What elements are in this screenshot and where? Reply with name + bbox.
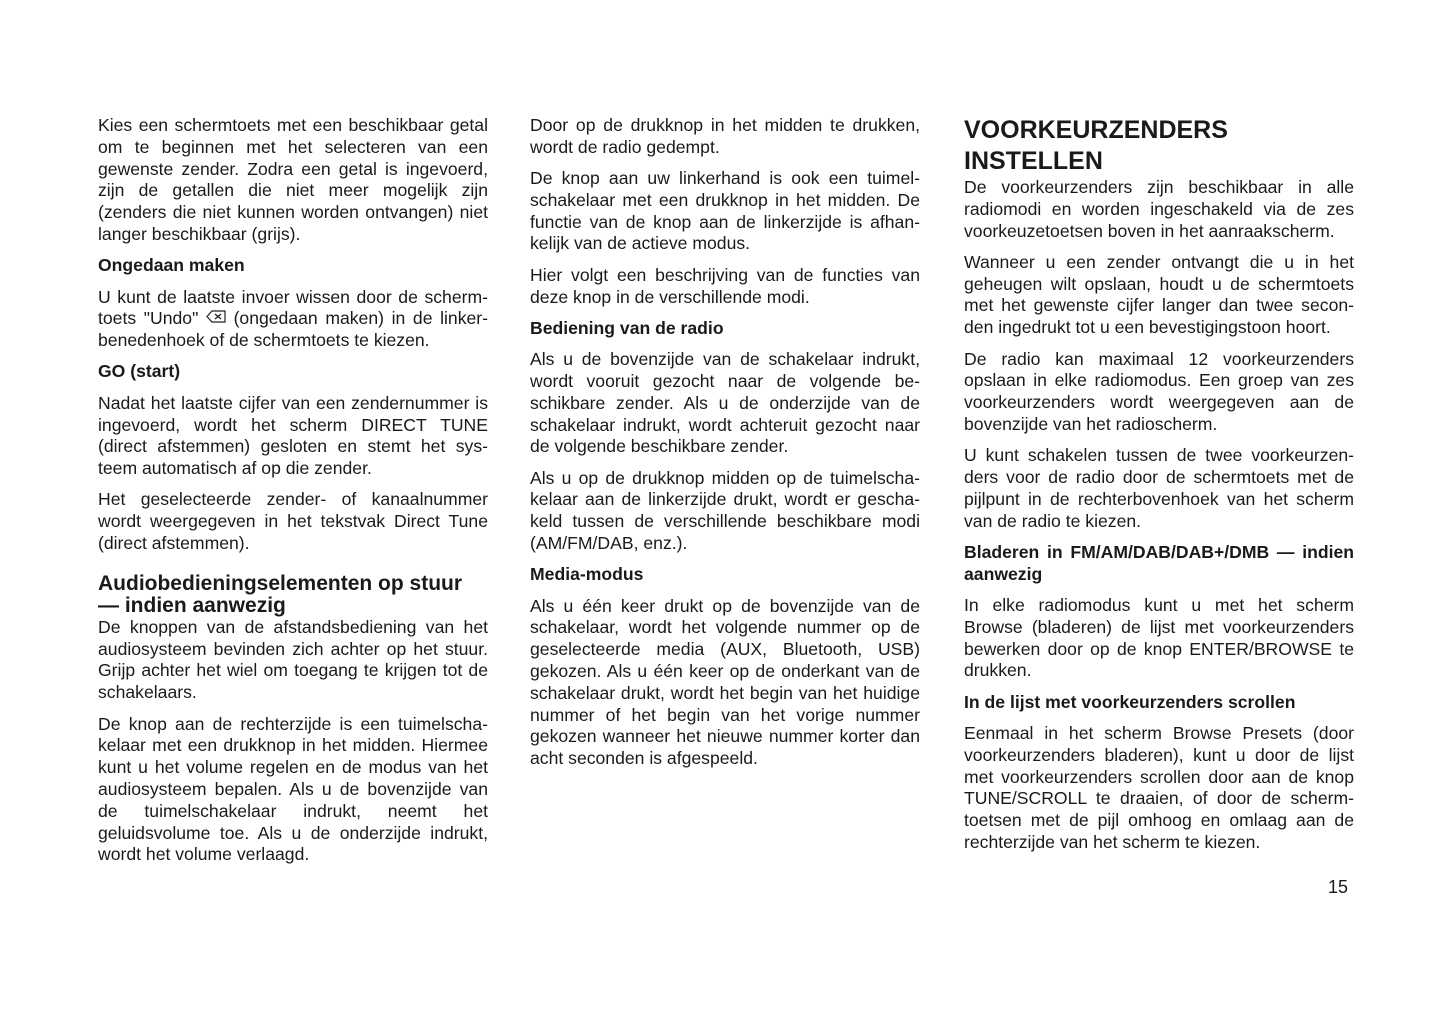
paragraph: De knoppen van de afstandsbediening van het audiosysteem bevinden zich achter op het stuur. Grijp achter het wiel om toegang te krijgen tot de schakelaars. [98,616,488,703]
paragraph: Door op de drukknop in het midden te drukken, wordt de radio gedempt. [530,115,920,157]
paragraph: Hier volgt een beschrijving van de functies van deze knop in de verschillende modi. [530,264,920,307]
paragraph: De knop aan de rechterzijde is een tuimelschakelaar met een drukknop in het midden. Hiermee kunt u het volume regelen en de modus van het audiosysteem bepalen. Als u de bovenzijde van de tuimelschakelaar indrukt, neemt het geluidsvolume toe. Als u de onderzijde indrukt, wordt het volume verlaagd. [98,713,488,865]
paragraph: Wanneer u een zender ontvangt die u in het geheugen wilt opslaan, houdt u de schermtoets met het gewenste cijfer langer dan twee seconden ingedrukt tot u een bevestigingstoon hoort. [964,251,1354,338]
column-1 [98,115,488,876]
paragraph: U kunt schakelen tussen de twee voorkeurzenders voor de radio door de schermtoets met de pijlpunt in de rechterbovenhoek van het scherm van de radio te kiezen. [964,445,1354,531]
text: U kunt de laatste invoer wissen door de schermtoets "Undo" [98,286,488,329]
paragraph: Eenmaal in het scherm Browse Presets (door voorkeurzenders bladeren), kunt u door de lijst met voorkeurzenders scrollen door aan de knop TUNE/SCROLL te draaien, of door de schermtoetsen met de pijl omhoog en omlaag aan de rechterzijde van het scherm te kiezen. [964,723,1354,853]
paragraph: Het geselecteerde zender- of kanaalnummer wordt weergegeven in het tekstvak Direct Tune (direct afstemmen). [98,489,488,554]
text: (ongedaan maken) in de linkerbenedenhoek of de schermtoets te kiezen. [98,308,488,351]
section-title: VOORKEURZENDERS INSTELLEN [964,116,1228,175]
section-heading: Audiobedieningselementen op stuur — indien aanwezig [98,571,463,617]
paragraph: Kies een schermtoets met een beschikbaar getal om te beginnen met het selecteren van een gewenste zender. Zodra een getal is ingevoerd, zijn de getallen die niet meer mogelijk zijn (zenders die niet kunnen worden ontvangen) niet langer beschikbaar (grijs). [98,115,488,244]
column-3 [964,115,1354,863]
paragraph: De voorkeurzenders zijn beschikbaar in alle radiomodi en worden ingeschakeld via de zes voorkeuzetoetsen boven in het aanraakscherm. [964,177,1354,241]
paragraph: Als u de bovenzijde van de schakelaar indrukt, wordt vooruit gezocht naar de volgende beschikbare zender. Als u de onderzijde van de schakelaar indrukt, wordt achteruit gezocht naar de volgende beschikbare zender. [530,349,920,457]
subheading-go: GO (start) [98,361,181,382]
paragraph: De radio kan maximaal 12 voorkeurzenders opslaan in elke radiomodus. Een groep van zes voorkeurzenders wordt weergegeven aan de bovenzijde van het radioscherm. [964,348,1354,434]
backspace-icon [206,310,226,323]
subheading-undo: Ongedaan maken [98,255,245,276]
paragraph: Als u één keer drukt op de bovenzijde van de schakelaar, wordt het volgende nummer op de geselecteerde media (AUX, Bluetooth, USB) gekozen. Als u één keer op de onderkant van de schakelaar drukt, wordt het begin van het huidige nummer of het begin van het vorige nummer gekozen wanneer het nieuwe nummer korter dan acht seconden is afgespeeld. [530,595,920,769]
subheading-radio: Bediening van de radio [530,317,724,338]
paragraph-undo [98,287,488,352]
paragraph: Nadat het laatste cijfer van een zendernummer is ingevoerd, wordt het scherm DIRECT TUNE (direct afstemmen) gesloten en stemt het systeem automatisch af op die zender. [98,392,488,479]
column-2 [530,115,920,780]
subheading-media: Media-modus [530,564,644,585]
subheading-scroll: In de lijst met voorkeurzenders scrollen [964,691,1296,712]
paragraph: In elke radiomodus kunt u met het scherm Browse (bladeren) de lijst met voorkeurzenders bewerken door op de knop ENTER/BROWSE te drukken. [964,595,1354,681]
paragraph: Als u op de drukknop midden op de tuimelschakelaar aan de linkerzijde drukt, wordt er geschakeld tussen de verschillende beschikbare modi (AM/FM/DAB, enz.). [530,467,920,554]
subheading-browse: Bladeren in FM/AM/DAB/DAB+/DMB — indien aanwezig [964,541,1354,584]
page-number: 15 [1328,877,1349,897]
paragraph: De knop aan uw linkerhand is ook een tuimelschakelaar met een drukknop in het midden. De functie van de knop aan de linkerzijde is afhankelijk van de actieve modus. [530,168,920,254]
